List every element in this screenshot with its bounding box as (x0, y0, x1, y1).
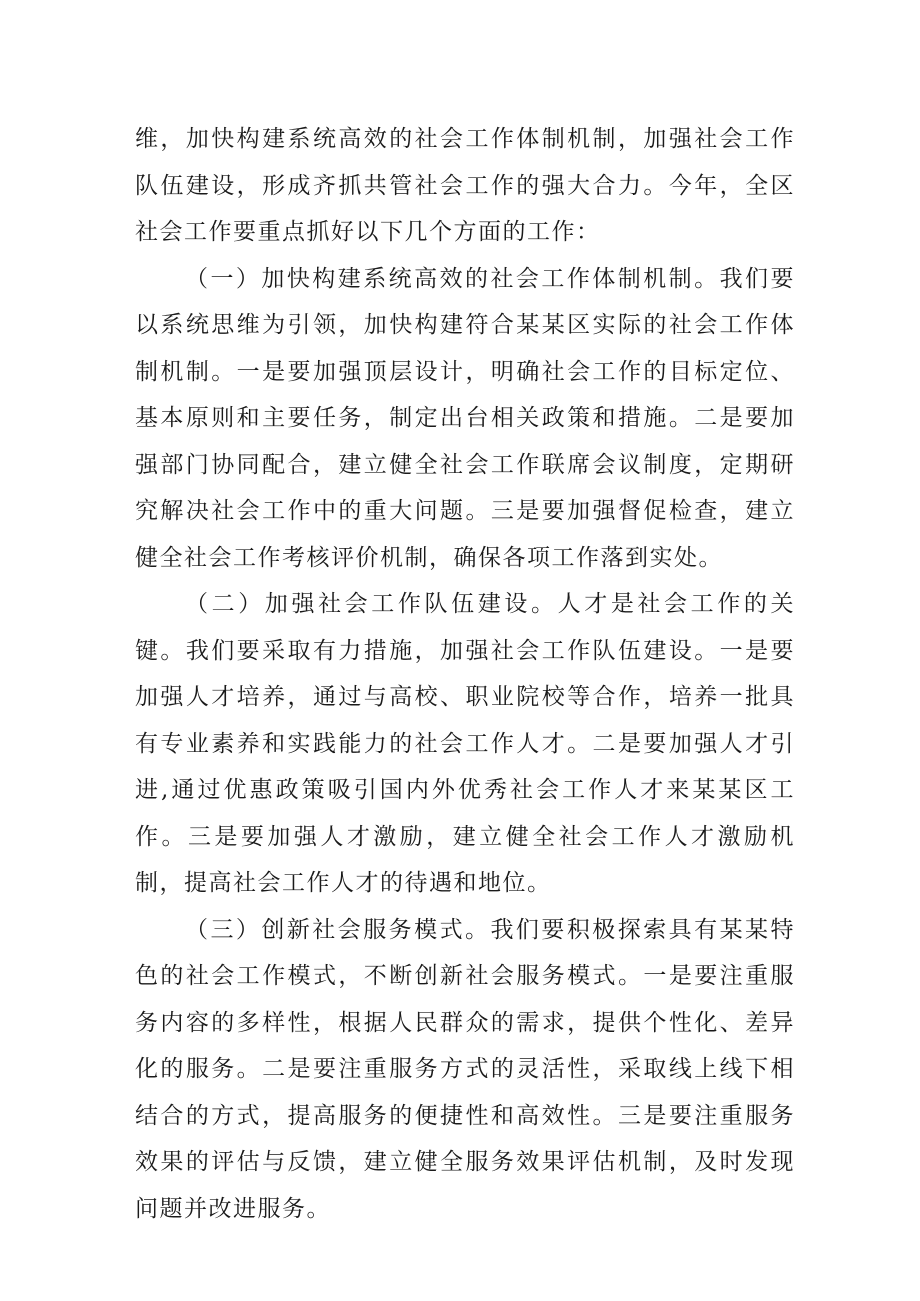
paragraph-section-1: （一）加快构建系统高效的社会工作体制机制。我们要以系统思维为引领，加快构建符合某某区实际的社会工作体制机制。一是要加强顶层设计，明确社会工作的目标定位、基本原则和主要任务，制定出台相关政策和措施。二是要加强部门协同配合，建立健全社会工作联席会议制度，定期研究解决社会工作中的重大问题。三是要加强督促检查，建立健全社会工作考核评价机制，确保各项工作落到实处。 (135, 265, 795, 571)
paragraph-section-3: （三）创新社会服务模式。我们要积极探索具有某某特色的社会工作模式，不断创新社会服务模式。一是要注重服务内容的多样性，根据人民群众的需求，提供个性化、差异化的服务。二是要注重服务方式的灵活性，采取线上线下相结合的方式，提高服务的便捷性和高效性。三是要注重服务效果的评估与反馈，建立健全服务效果评估机制，及时发现问题并改进服务。 (135, 916, 795, 1222)
document-body (135, 116, 795, 1232)
paragraph-section-2: （二）加强社会工作队伍建设。人才是社会工作的关键。我们要采取有力措施，加强社会工作队伍建设。一是要加强人才培养，通过与高校、职业院校等合作，培养一批具有专业素养和实践能力的社会工作人才。二是要加强人才引进,通过优惠政策吸引国内外优秀社会工作人才来某某区工作。三是要加强人才激励，建立健全社会工作人才激励机制，提高社会工作人才的待遇和地位。 (135, 591, 795, 896)
paragraph-continuation: 维，加快构建系统高效的社会工作体制机制，加强社会工作队伍建设，形成齐抓共管社会工作的强大合力。今年，全区社会工作要重点抓好以下几个方面的工作： (135, 126, 795, 245)
